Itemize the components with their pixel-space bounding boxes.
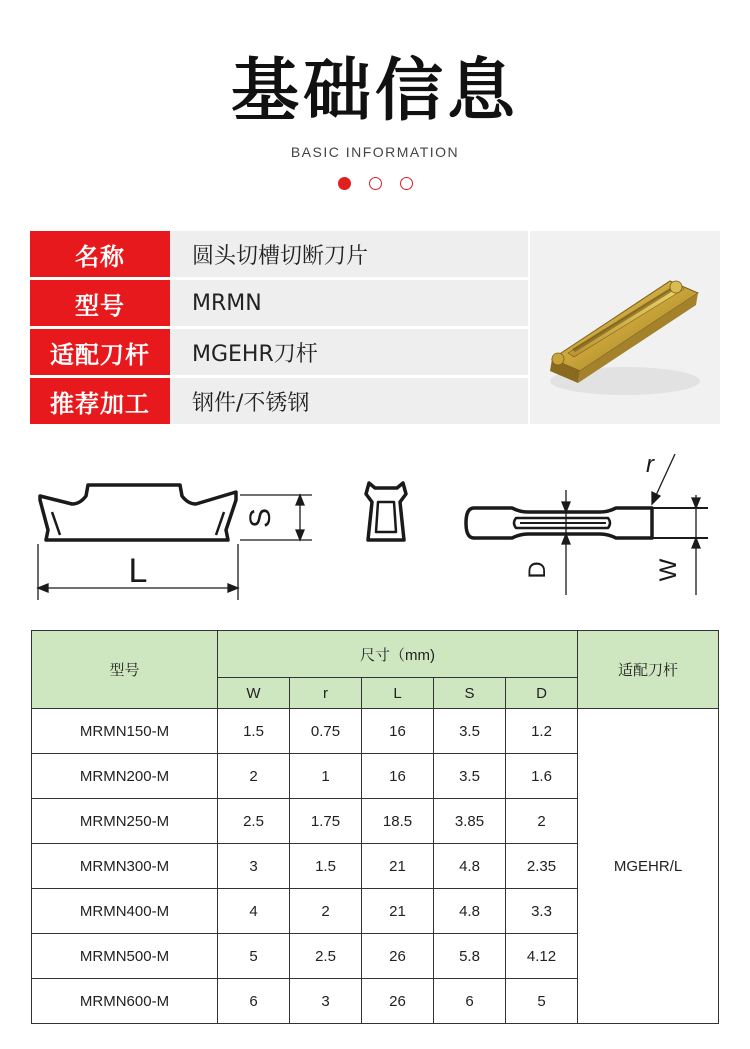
cell-r: 2.5 bbox=[290, 934, 362, 979]
pagination-dots bbox=[0, 177, 750, 190]
header-size: 尺寸（mm) bbox=[218, 631, 578, 678]
cell-w: 6 bbox=[218, 979, 290, 1024]
cell-r: 2 bbox=[290, 889, 362, 934]
col-w: W bbox=[218, 678, 290, 709]
table-row bbox=[32, 709, 719, 754]
dot-active bbox=[338, 177, 351, 190]
cell-w: 4 bbox=[218, 889, 290, 934]
cell-model: MRMN200-M bbox=[32, 754, 218, 799]
cell-holder: MGEHR/L bbox=[578, 709, 719, 1024]
cell-model: MRMN600-M bbox=[32, 979, 218, 1024]
info-value: 圆头切槽切断刀片 bbox=[170, 231, 528, 277]
col-r: r bbox=[290, 678, 362, 709]
cell-model: MRMN300-M bbox=[32, 844, 218, 889]
info-value: MRMN bbox=[170, 280, 528, 326]
cell-s: 4.8 bbox=[434, 844, 506, 889]
cell-w: 3 bbox=[218, 844, 290, 889]
cell-l: 21 bbox=[362, 889, 434, 934]
info-row-model bbox=[30, 280, 528, 326]
side-profile-drawing bbox=[40, 485, 236, 540]
cell-d: 4.12 bbox=[506, 934, 578, 979]
front-profile-drawing bbox=[366, 483, 406, 540]
cell-model: MRMN150-M bbox=[32, 709, 218, 754]
header-model: 型号 bbox=[32, 631, 218, 709]
label-l: L bbox=[128, 552, 148, 590]
cell-r: 1.75 bbox=[290, 799, 362, 844]
cell-r: 1 bbox=[290, 754, 362, 799]
dot bbox=[369, 177, 382, 190]
page-subtitle: BASIC INFORMATION bbox=[290, 144, 460, 160]
cell-r: 0.75 bbox=[290, 709, 362, 754]
cell-r: 3 bbox=[290, 979, 362, 1024]
top-view-drawing bbox=[466, 508, 708, 538]
info-row-holder bbox=[30, 329, 528, 375]
cell-s: 3.85 bbox=[434, 799, 506, 844]
cell-s: 6 bbox=[434, 979, 506, 1024]
cell-l: 16 bbox=[362, 754, 434, 799]
info-label: 推荐加工 bbox=[30, 378, 170, 424]
cell-w: 5 bbox=[218, 934, 290, 979]
cell-d: 2.35 bbox=[506, 844, 578, 889]
dot bbox=[400, 177, 413, 190]
label-d: D bbox=[524, 561, 551, 579]
cell-w: 2.5 bbox=[218, 799, 290, 844]
cell-w: 1.5 bbox=[218, 709, 290, 754]
label-w: W bbox=[655, 558, 682, 582]
cell-r: 1.5 bbox=[290, 844, 362, 889]
cell-s: 3.5 bbox=[434, 709, 506, 754]
info-label: 型号 bbox=[30, 280, 170, 326]
cell-l: 21 bbox=[362, 844, 434, 889]
info-table bbox=[30, 231, 528, 427]
page-title: 基础信息 bbox=[230, 52, 519, 131]
cell-d: 3.3 bbox=[506, 889, 578, 934]
col-d: D bbox=[506, 678, 578, 709]
cell-d: 5 bbox=[506, 979, 578, 1024]
insert-photo-icon bbox=[530, 231, 720, 424]
info-label: 适配刀杆 bbox=[30, 329, 170, 375]
cell-model: MRMN500-M bbox=[32, 934, 218, 979]
cell-d: 1.2 bbox=[506, 709, 578, 754]
technical-drawings bbox=[0, 440, 750, 615]
cell-model: MRMN250-M bbox=[32, 799, 218, 844]
cell-l: 16 bbox=[362, 709, 434, 754]
label-r: r bbox=[646, 451, 654, 478]
spec-table bbox=[31, 630, 719, 1024]
cell-w: 2 bbox=[218, 754, 290, 799]
info-value: 钢件/不锈钢 bbox=[170, 378, 528, 424]
cell-model: MRMN400-M bbox=[32, 889, 218, 934]
info-row-name bbox=[30, 231, 528, 277]
col-s: S bbox=[434, 678, 506, 709]
info-label: 名称 bbox=[30, 231, 170, 277]
info-value: MGEHR刀杆 bbox=[170, 329, 528, 375]
col-l: L bbox=[362, 678, 434, 709]
cell-d: 1.6 bbox=[506, 754, 578, 799]
cell-d: 2 bbox=[506, 799, 578, 844]
cell-s: 5.8 bbox=[434, 934, 506, 979]
insert-photo bbox=[530, 231, 720, 424]
info-row-application bbox=[30, 378, 528, 424]
cell-s: 4.8 bbox=[434, 889, 506, 934]
header-holder: 适配刀杆 bbox=[578, 631, 719, 709]
label-s: S bbox=[244, 507, 277, 529]
cell-s: 3.5 bbox=[434, 754, 506, 799]
cell-l: 26 bbox=[362, 934, 434, 979]
cell-l: 26 bbox=[362, 979, 434, 1024]
cell-l: 18.5 bbox=[362, 799, 434, 844]
drawings-svg bbox=[0, 440, 750, 615]
